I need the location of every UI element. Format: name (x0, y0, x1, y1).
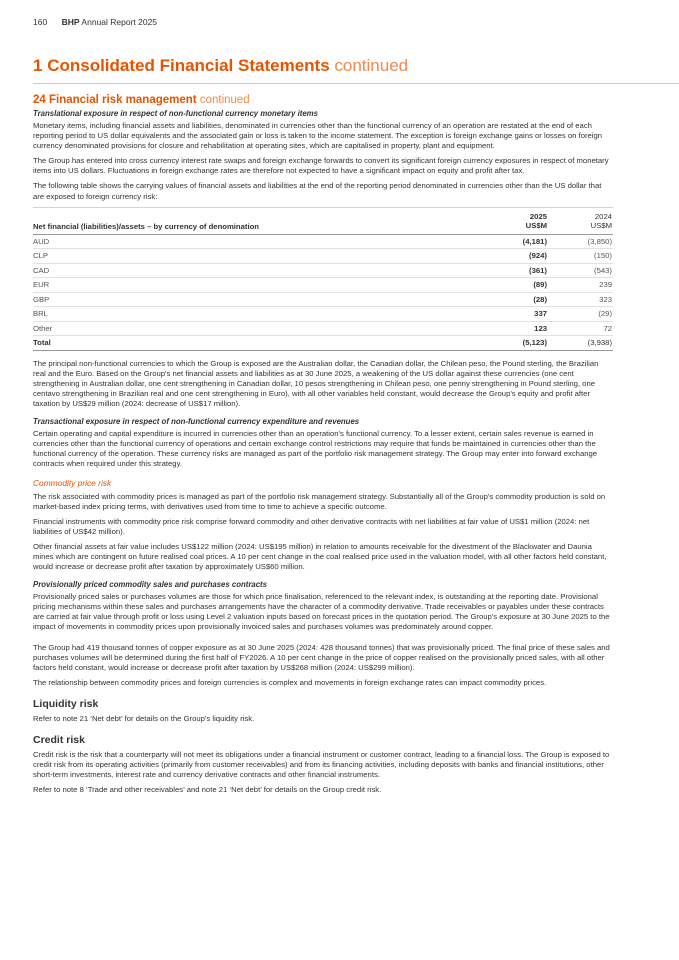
provisional-paragraph-3: The relationship between commodity prices and foreign currencies is complex and movements in foreign exchange rates can impact commodity prices. (33, 677, 547, 687)
section-divider (33, 83, 679, 84)
col-2025-year: 2025 (529, 211, 547, 221)
liquidity-risk-heading: Liquidity risk (33, 697, 99, 710)
table-row (33, 249, 613, 264)
provisional-heading: Provisionally priced commodity sales and purchases contracts (33, 580, 267, 590)
table-row (33, 321, 613, 336)
row-label: CLP (33, 249, 483, 264)
translational-heading: Translational exposure in respect of non-functional currency monetary items (33, 109, 318, 118)
table-row (33, 234, 613, 249)
row-value-2024: (3,850) (548, 234, 613, 249)
row-value-2025: 123 (483, 321, 548, 336)
total-value-2024: (3,938) (548, 336, 613, 351)
section-number: 1 (33, 56, 43, 75)
table-header-row (33, 207, 613, 234)
row-value-2025: (361) (483, 263, 548, 278)
col-2024-year: 2024 (594, 211, 612, 221)
credit-risk-heading: Credit risk (33, 734, 85, 746)
credit-paragraph-1: Credit risk is the risk that a counterparty will not meet its obligations under a financial instrument or customer contract, leading to a financial loss. The Group is exposed to credit risk from its operating activities (primarily from customer receivables) and from its financing activities, including deposits with banks and financial institutions, other short-term investments, interest rate and currency derivative contracts and other financial instruments. (33, 750, 610, 780)
row-label: AUD (33, 234, 483, 249)
col-2025-unit: US$M (525, 221, 547, 231)
currency-exposure-table (33, 207, 613, 351)
table-col-2024 (548, 207, 613, 234)
translational-paragraph-1: Monetary items, including financial assets and liabilities, denominated in currencies other than the functional currency of an operation are restated at the end of each reporting period to US dollar equivalents and the associated gain or loss is taken to the income statement. The exception is foreign exchange gains or losses on foreign currency denominated provisions for closure and rehabilitation at operating sites, which are capitalised in property, plant and equipment. (33, 121, 603, 151)
row-label: GBP (33, 292, 483, 307)
transactional-heading: Transactional exposure in respect of non-functional currency expenditure and revenues (33, 417, 360, 427)
commodity-paragraph-3: Other financial assets at fair value includes US$122 million (2024: US$195 million) in relation to amounts receivable for the divestment of the Blackwater and Daunia mines which are contingent on future realised coal prices. A 10 per cent change in the coal realised price used in the valuation model, with all other factors held constant, would increase or decrease profit after taxation by approximately US$60 million. (33, 541, 607, 572)
row-label: BRL (33, 307, 483, 322)
provisional-paragraph-2: The Group had 419 thousand tonnes of copper exposure as at 30 June 2025 (2024: 428 thousand tonnes) that was provisionally priced. The final price of these sales and purchases volumes will be determined during the first half of FY2026. A 10 per cent change in the price of copper realised on the provisionally priced sales, with all other factors held constant, would increase or decrease profit after taxation by US$268 million (2024: US$299 million). (33, 642, 610, 672)
row-value-2024: (29) (548, 307, 613, 322)
table-description-header: Net financial (liabilities)/assets – by currency of denomination (33, 207, 483, 234)
table-row (33, 307, 613, 322)
page-header (33, 17, 157, 27)
section-title-text: Consolidated Financial Statements (47, 56, 330, 75)
credit-paragraph-2: Refer to note 8 ‘Trade and other receivables’ and note 21 ‘Net debt’ for details on the Group credit risk. (33, 785, 382, 795)
row-label: Other (33, 321, 483, 336)
row-value-2024: 239 (548, 278, 613, 293)
row-value-2025: (4,181) (483, 234, 548, 249)
transactional-paragraph: Certain operating and capital expenditure is incurred in currencies other than an operation's functional currency. To a lesser extent, certain sales revenue is earned in currencies other than the functional currency of operations and certain exchange control restrictions may require that funds be maintained in currencies other than the functional currency of the operation. These currency risks are managed as part of the portfolio risk management strategy. The Group may enter into forward exchange contracts when required under this strategy. (33, 429, 598, 469)
total-value-2025: (5,123) (483, 336, 548, 351)
row-label: CAD (33, 263, 483, 278)
table-col-2025 (483, 207, 548, 234)
note-continued: continued (199, 94, 250, 106)
table-row (33, 292, 613, 307)
provisional-paragraph-1: Provisionally priced sales or purchases volumes are those for which price finalisation, referenced to the relevant index, is outstanding at the reporting date. Provisional pricing mechanisms within these sales and purchases arrangements have the character of a commodity derivative. Trade receivables or payables under these contracts are carried at fair value through profit or loss using Level 2 valuation inputs based on forecast prices in the quotation period. The Group's exposure at 30 June 2025 to the impact of movements in commodity prices upon provisionally invoiced sales and purchases volumes was predominately around copper. (33, 592, 610, 632)
row-value-2024: 72 (548, 321, 613, 336)
col-2024-unit: US$M (590, 221, 612, 231)
commodity-paragraph-1: The risk associated with commodity prices is managed as part of the portfolio risk management strategy. Substantially all of the Group's commodity production is sold on market-based index pricing terms, with derivatives used from time to time to achieve a specific outcome. (33, 491, 606, 511)
commodity-paragraph-2: Financial instruments with commodity price risk comprise forward commodity and other derivative contracts with net liabilities at fair value of US$1 million (2024: net liabilities of US$42 million). (33, 516, 590, 536)
row-value-2024: 323 (548, 292, 613, 307)
row-value-2025: (89) (483, 278, 548, 293)
row-value-2025: (924) (483, 249, 548, 264)
note-title (33, 94, 613, 106)
total-label: Total (33, 336, 483, 351)
after-table-paragraph: The principal non-functional currencies to which the Group is exposed are the Australian dollar, the Canadian dollar, the Chilean peso, the Pound sterling, the Brazilian real and the Euro. Based on the Group's net financial assets and liabilities as at 30 June 2025, a weakening of the US dollar against these currencies (one cent strengthening in Australian dollar, one cent strengthening in Canadian dollar, 10 pesos strengthening in Chilean peso, one penny strengthening in Pound sterling, one centavo strengthening in Brazilian real and one cent strengthening in Euro), with all other variables held constant, would decrease the Group's equity and profit after taxation by US$29 million (2024: decrease of US$17 million). (33, 358, 599, 409)
table-total-row (33, 336, 613, 351)
translational-paragraph-3: The following table shows the carrying values of financial assets and liabilities at the end of the reporting period denominated in currencies other than the US dollar that are exposed to foreign currency risk: (33, 181, 602, 201)
report-title: Annual Report 2025 (81, 17, 158, 27)
table-row (33, 278, 613, 293)
table-row (33, 263, 613, 278)
note-title-text: 24 Financial risk management (33, 94, 197, 106)
row-value-2025: (28) (483, 292, 548, 307)
page-number: 160 (33, 17, 48, 27)
row-value-2024: (543) (548, 263, 613, 278)
liquidity-paragraph: Refer to note 21 ‘Net debt’ for details on the Group's liquidity risk. (33, 713, 255, 723)
section-continued: continued (334, 56, 409, 75)
section-title (33, 56, 408, 76)
row-label: EUR (33, 278, 483, 293)
row-value-2025: 337 (483, 307, 548, 322)
translational-paragraph-2: The Group has entered into cross currency interest rate swaps and foreign exchange forwards to convert its significant foreign currency exposures in respect of monetary items into US dollars. Fluctuations in foreign exchange rates are therefore not expected to have a significant impact on equity and profit after tax. (33, 156, 609, 176)
page-content (33, 94, 613, 800)
commodity-price-risk-heading: Commodity price risk (33, 477, 112, 488)
brand-name: BHP (61, 17, 80, 27)
row-value-2024: (150) (548, 249, 613, 264)
